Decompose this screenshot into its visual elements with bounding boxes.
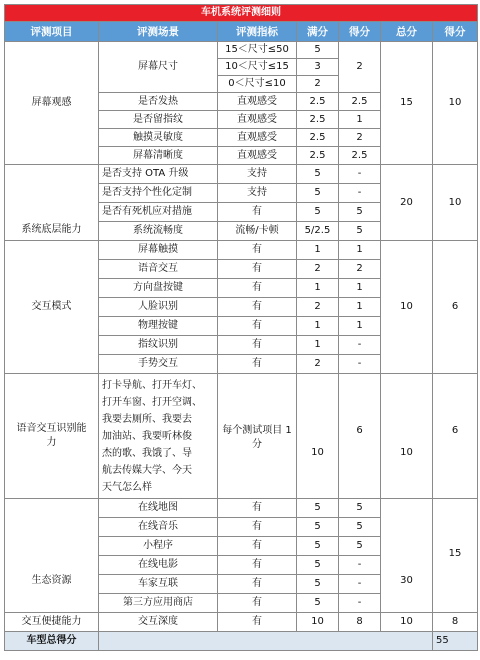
score-cell: 2 (339, 260, 381, 279)
score-cell: 1 (339, 317, 381, 336)
score-cell: 2.5 (339, 147, 381, 165)
indicator-cell: 有 (218, 355, 297, 374)
score-cell: 1 (339, 298, 381, 317)
full-score-cell: 5 (297, 203, 339, 222)
indicator-cell: 支持 (218, 184, 297, 203)
full-score-cell: 5 (297, 575, 339, 594)
full-score-cell: 3 (297, 59, 339, 76)
scene-cell: 在线电影 (99, 556, 218, 575)
full-score-cell: 2.5 (297, 147, 339, 165)
final-score-cell: 10 (433, 42, 478, 165)
category-voice: 语音交互识别能 力 (5, 374, 99, 499)
full-score-cell: 1 (297, 336, 339, 355)
header-indicator: 评测指标 (218, 22, 297, 42)
full-score-cell: 2 (297, 260, 339, 279)
evaluation-table (4, 4, 478, 651)
scene-cell: 小程序 (99, 537, 218, 556)
category-ecosystem: 生态资源 (5, 499, 99, 613)
scene-cell: 屏幕触摸 (99, 241, 218, 260)
score-cell: 8 (339, 613, 381, 632)
total-cell: 15 (381, 42, 433, 165)
indicator-cell: 有 (218, 317, 297, 336)
indicator-cell: 有 (218, 613, 297, 632)
score-cell: 5 (339, 222, 381, 241)
total-cell: 10 (381, 613, 433, 632)
indicator-cell: 0＜尺寸≤10 (218, 76, 297, 93)
indicator-cell: 10＜尺寸≤15 (218, 59, 297, 76)
scene-cell: 在线地图 (99, 499, 218, 518)
header-final-score: 得分 (433, 22, 478, 42)
score-cell: - (339, 336, 381, 355)
total-score-label: 车型总得分 (5, 632, 99, 651)
scene-cell: 语音交互 (99, 260, 218, 279)
scene-cell: 触摸灵敏度 (99, 129, 218, 147)
score-cell: - (339, 594, 381, 613)
scene-cell: 是否有死机应对措施 (99, 203, 218, 222)
category-convenience: 交互便捷能力 (5, 613, 99, 632)
table-title: 车机系统评测细则 (5, 5, 478, 22)
full-score-cell: 5 (297, 556, 339, 575)
full-score-cell: 5 (297, 165, 339, 184)
indicator-cell: 有 (218, 518, 297, 537)
full-score-cell: 10 (297, 613, 339, 632)
indicator-cell: 流畅/卡顿 (218, 222, 297, 241)
scene-cell: 车家互联 (99, 575, 218, 594)
scene-cell: 人脸识别 (99, 298, 218, 317)
indicator-cell: 直观感受 (218, 93, 297, 111)
scene-cell: 系统流畅度 (99, 222, 218, 241)
scene-cell: 屏幕清晰度 (99, 147, 218, 165)
scene-cell: 第三方应用商店 (99, 594, 218, 613)
score-cell: 2 (339, 42, 381, 93)
header-score: 得分 (339, 22, 381, 42)
score-cell: 5 (339, 518, 381, 537)
indicator-cell: 有 (218, 499, 297, 518)
total-cell: 30 (381, 499, 433, 613)
score-cell: 2.5 (339, 93, 381, 111)
scene-cell: 是否支持 OTA 升级 (99, 165, 218, 184)
indicator-cell: 每个测试项目 1 分 (218, 374, 297, 499)
score-cell: 5 (339, 499, 381, 518)
indicator-cell: 有 (218, 594, 297, 613)
final-score-cell: 8 (433, 613, 478, 632)
indicator-cell: 有 (218, 298, 297, 317)
total-cell: 10 (381, 241, 433, 374)
scene-cell: 在线音乐 (99, 518, 218, 537)
final-score-cell: 6 (433, 241, 478, 374)
full-score-cell: 1 (297, 279, 339, 298)
scene-cell: 手势交互 (99, 355, 218, 374)
header-scene: 评测场景 (99, 22, 218, 42)
score-cell: - (339, 165, 381, 184)
full-score-cell: 2.5 (297, 111, 339, 129)
score-cell: 5 (339, 537, 381, 556)
total-cell: 10 (381, 374, 433, 499)
full-score-cell: 5 (297, 594, 339, 613)
scene-cell: 是否发热 (99, 93, 218, 111)
full-score-cell: 2 (297, 76, 339, 93)
full-score-cell: 5 (297, 537, 339, 556)
full-score-cell: 1 (297, 317, 339, 336)
score-cell: 5 (339, 203, 381, 222)
scene-cell: 交互深度 (99, 613, 218, 632)
total-cell: 20 (381, 165, 433, 241)
score-cell: 1 (339, 279, 381, 298)
scene-cell: 屏幕尺寸 (99, 42, 218, 93)
scene-cell: 是否支持个性化定制 (99, 184, 218, 203)
header-full-score: 满分 (297, 22, 339, 42)
indicator-cell: 直观感受 (218, 111, 297, 129)
indicator-cell: 有 (218, 203, 297, 222)
category-interaction: 交互模式 (5, 241, 99, 374)
score-cell: 6 (339, 374, 381, 499)
indicator-cell: 支持 (218, 165, 297, 184)
summary-spacer (99, 632, 433, 651)
full-score-cell: 2.5 (297, 93, 339, 111)
scene-cell: 是否留指纹 (99, 111, 218, 129)
full-score-cell: 2.5 (297, 129, 339, 147)
indicator-cell: 直观感受 (218, 129, 297, 147)
scene-cell: 指纹识别 (99, 336, 218, 355)
indicator-cell: 有 (218, 279, 297, 298)
scene-cell: 方向盘按键 (99, 279, 218, 298)
score-cell: 2 (339, 129, 381, 147)
score-cell: - (339, 355, 381, 374)
score-cell: 1 (339, 241, 381, 260)
scene-cell: 打卡导航、打开车灯、 打开车窗、打开空调、 我要去厕所、我要去 加油站、我要听林俊 杰的歌、我饿了、导 航去传媒大学、今天 天气怎么样 (99, 374, 218, 499)
full-score-cell: 2 (297, 298, 339, 317)
total-score-value: 55 (433, 632, 478, 651)
indicator-cell: 有 (218, 556, 297, 575)
full-score-cell: 5/2.5 (297, 222, 339, 241)
category-screen: 屏幕观感 (5, 42, 99, 165)
score-cell: - (339, 184, 381, 203)
category-system: 系统底层能力 (5, 165, 99, 241)
indicator-cell: 有 (218, 336, 297, 355)
score-cell: 1 (339, 111, 381, 129)
full-score-cell: 5 (297, 184, 339, 203)
full-score-cell: 5 (297, 499, 339, 518)
score-cell: - (339, 556, 381, 575)
indicator-cell: 15＜尺寸≤50 (218, 42, 297, 59)
indicator-cell: 有 (218, 575, 297, 594)
scene-cell: 物理按键 (99, 317, 218, 336)
full-score-cell: 5 (297, 42, 339, 59)
full-score-cell: 10 (297, 374, 339, 499)
full-score-cell: 5 (297, 518, 339, 537)
indicator-cell: 直观感受 (218, 147, 297, 165)
header-total: 总分 (381, 22, 433, 42)
indicator-cell: 有 (218, 241, 297, 260)
header-project: 评测项目 (5, 22, 99, 42)
full-score-cell: 2 (297, 355, 339, 374)
final-score-cell: 10 (433, 165, 478, 241)
final-score-cell: 15 (433, 499, 478, 613)
indicator-cell: 有 (218, 537, 297, 556)
indicator-cell: 有 (218, 260, 297, 279)
score-cell: - (339, 575, 381, 594)
final-score-cell: 6 (433, 374, 478, 499)
full-score-cell: 1 (297, 241, 339, 260)
